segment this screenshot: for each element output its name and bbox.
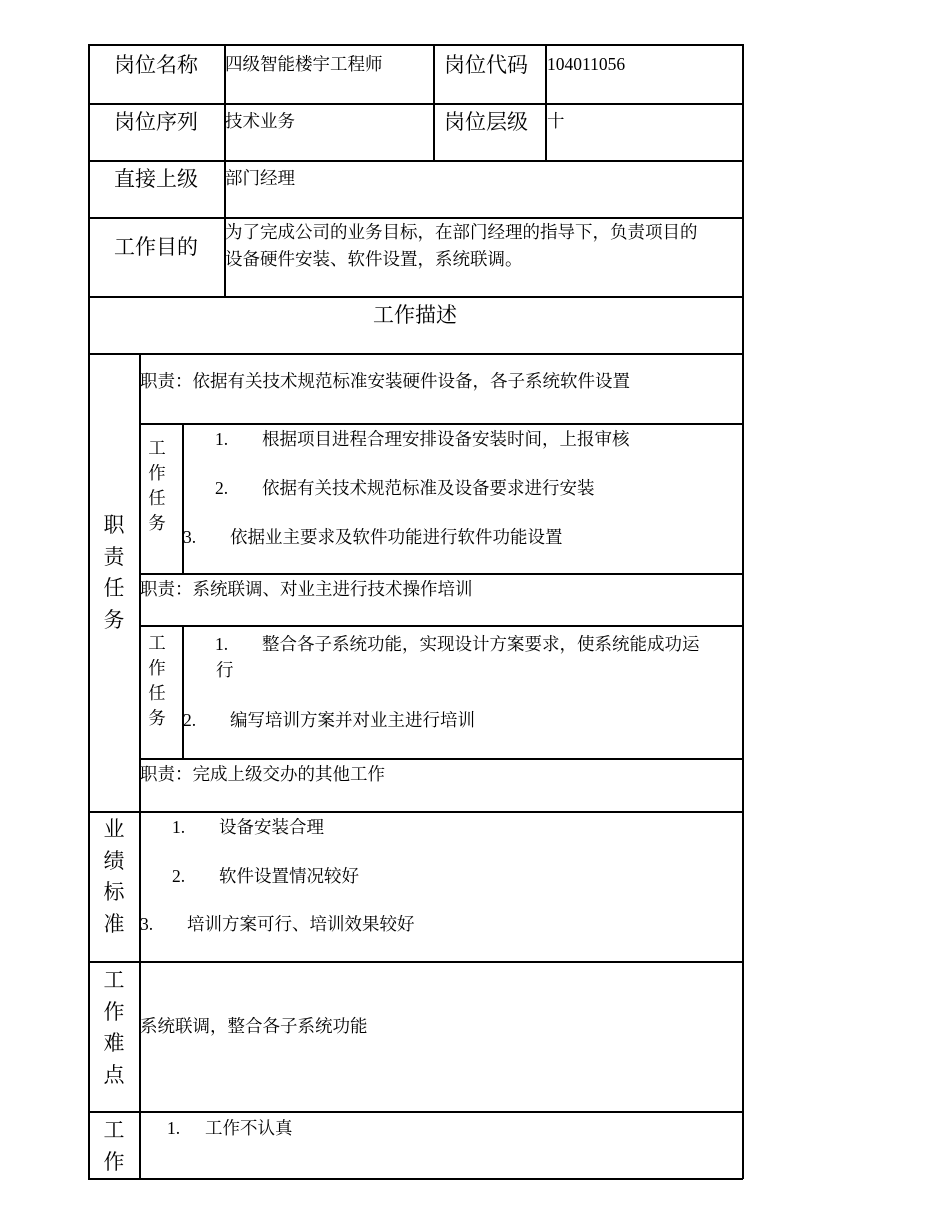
superior-value: 部门经理 <box>225 168 295 188</box>
row-divider <box>139 423 743 425</box>
position-level-value: 十 <box>547 111 565 131</box>
duty-title: 职责：系统联调、对业主进行技术操作培训 <box>140 579 473 599</box>
duty-title: 职责：完成上级交办的其他工作 <box>140 764 385 784</box>
task-item-continued: 行 <box>216 660 234 680</box>
row-divider <box>88 1111 743 1113</box>
performance-item: 2. 软件设置情况较好 <box>172 866 359 886</box>
col-divider <box>182 625 184 759</box>
row-divider <box>139 573 743 575</box>
border-top <box>88 44 743 46</box>
row-divider <box>139 758 743 760</box>
border-bottom <box>88 1178 743 1180</box>
position-code-value: 104011056 <box>547 54 626 74</box>
row-divider <box>88 353 743 355</box>
row-divider <box>139 625 743 627</box>
side-label-attitude: 工 作 <box>103 1118 125 1174</box>
performance-item: 3. 培训方案可行、培训效果较好 <box>140 914 415 934</box>
row-divider <box>88 217 743 219</box>
task-label: 工 作 任 务 <box>148 438 166 533</box>
purpose-line: 设备硬件安装、软件设置，系统联调。 <box>225 249 523 269</box>
col-divider <box>182 423 184 574</box>
duty-title: 职责：依据有关技术规范标准安装硬件设备，各子系统软件设置 <box>140 371 630 391</box>
performance-item: 1. 设备安装合理 <box>172 817 324 837</box>
row-divider <box>88 160 743 162</box>
col-divider <box>433 44 435 161</box>
position-series-value: 技术业务 <box>225 111 295 131</box>
task-item: 1. 根据项目进程合理安排设备安装时间，上报审核 <box>215 429 630 449</box>
task-item: 1. 整合各子系统功能，实现设计方案要求，使系统能成功运 <box>215 634 700 654</box>
purpose-line: 为了完成公司的业务目标，在部门经理的指导下，负责项目的 <box>225 222 698 242</box>
section-title: 工作描述 <box>373 303 457 327</box>
superior-label: 直接上级 <box>114 167 198 191</box>
task-item: 2. 编写培训方案并对业主进行培训 <box>183 710 475 730</box>
border-left <box>88 44 90 1179</box>
row-divider <box>88 296 743 298</box>
task-item: 3. 依据业主要求及软件功能进行软件功能设置 <box>183 527 563 547</box>
side-label-duties: 职 责 任 务 <box>103 513 125 632</box>
position-name-label: 岗位名称 <box>114 53 198 77</box>
row-divider <box>88 961 743 963</box>
position-code-label: 岗位代码 <box>444 53 528 77</box>
attitude-item: 1. 工作不认真 <box>167 1118 293 1138</box>
purpose-label: 工作目的 <box>114 235 198 259</box>
row-divider <box>88 811 743 813</box>
row-divider <box>88 103 743 105</box>
side-label-performance: 业 绩 标 准 <box>103 817 125 936</box>
task-item: 2. 依据有关技术规范标准及设备要求进行安装 <box>215 478 595 498</box>
position-level-label: 岗位层级 <box>444 110 528 134</box>
border-right <box>742 44 744 1179</box>
difficulty-text: 系统联调，整合各子系统功能 <box>140 1016 368 1036</box>
position-name-value: 四级智能楼宇工程师 <box>225 54 383 74</box>
position-series-label: 岗位序列 <box>114 110 198 134</box>
side-label-difficulty: 工 作 难 点 <box>103 968 125 1087</box>
task-label: 工 作 任 务 <box>148 633 166 728</box>
